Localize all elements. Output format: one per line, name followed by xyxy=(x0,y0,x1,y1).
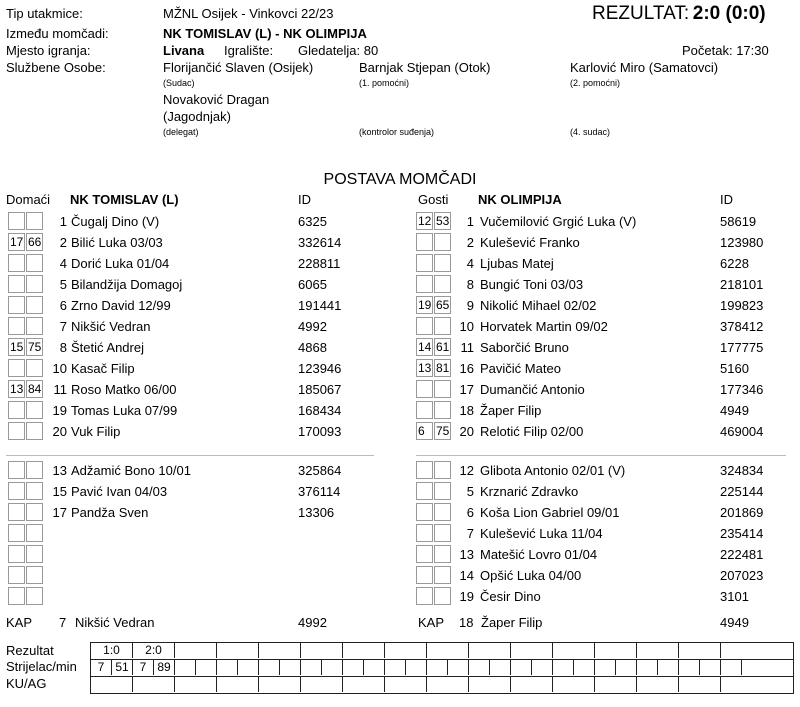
player-name: Horvatek Martin 09/02 xyxy=(480,319,608,334)
player-name: Ljubas Matej xyxy=(480,256,554,271)
official-role: (delegat) xyxy=(163,127,199,137)
player-id: 469004 xyxy=(720,424,764,439)
player-number: 7 xyxy=(59,319,67,334)
sub-in-number-cell xyxy=(8,254,25,272)
scorer-number-cell: 7 xyxy=(133,660,154,675)
score-cell xyxy=(721,643,763,658)
player-id: 5160 xyxy=(720,361,749,376)
player-number: 5 xyxy=(466,484,474,499)
sub-in-number-cell: 15 xyxy=(10,340,24,354)
score-cell xyxy=(511,643,553,658)
sub-in-number-cell xyxy=(8,317,25,335)
player-name: Kasač Filip xyxy=(71,361,135,376)
player-name: Opšić Luka 04/00 xyxy=(480,568,582,583)
mjesto-label: Mjesto igranja: xyxy=(6,43,91,58)
player-number: 15 xyxy=(52,484,67,499)
player-name: Pandža Sven xyxy=(71,505,149,520)
kuag-cell xyxy=(469,677,511,692)
kuag-cell xyxy=(679,677,721,692)
player-number: 17 xyxy=(459,382,474,397)
player-id: 177775 xyxy=(720,340,764,355)
player-id: 123946 xyxy=(298,361,342,376)
player-name: Bungić Toni 03/03 xyxy=(480,277,584,292)
sub-in-number-cell xyxy=(8,503,25,521)
sub-in-number-cell xyxy=(8,524,25,542)
scorer-minute-cell xyxy=(742,660,763,675)
player-name: Koša Lion Gabriel 09/01 xyxy=(480,505,620,520)
sub-in-number-cell xyxy=(416,233,433,251)
player-id: 58619 xyxy=(720,214,757,229)
player-number: 18 xyxy=(459,403,474,418)
kuag-cell xyxy=(595,677,637,692)
scorer-number-cell xyxy=(175,660,196,675)
scorer-minute-cell xyxy=(658,660,679,675)
sub-in-number-cell xyxy=(416,461,433,479)
scorer-number-cell xyxy=(511,660,532,675)
away-side-label: Gosti xyxy=(418,192,449,207)
sub-in-number-cell xyxy=(8,296,25,314)
divider xyxy=(6,455,374,456)
scorer-number-cell xyxy=(385,660,406,675)
divider xyxy=(416,455,786,456)
player-number: 20 xyxy=(52,424,67,439)
sub-minute-cell: 61 xyxy=(436,340,450,354)
kuag-cell xyxy=(385,677,427,692)
section-title: POSTAVA MOMČADI xyxy=(323,171,477,188)
player-name: Dumančić Antonio xyxy=(480,382,585,397)
result-label: REZULTAT: xyxy=(592,3,690,24)
player-id: 376114 xyxy=(298,484,341,499)
sub-minute-cell xyxy=(26,545,43,563)
official-name: Florijančić Slaven (Osijek) xyxy=(163,60,314,75)
score-cell: 1:0 xyxy=(91,643,133,658)
scorer-number-cell xyxy=(301,660,322,675)
scorer-minute-cell xyxy=(532,660,553,675)
scorer-number-cell xyxy=(427,660,448,675)
kickoff-time: Početak: 17:30 xyxy=(682,43,769,58)
player-number: 1 xyxy=(466,214,474,229)
official-role: (4. sudac) xyxy=(570,127,611,137)
player-name: Česir Dino xyxy=(480,589,541,604)
player-id: 235414 xyxy=(720,526,764,541)
score-cell xyxy=(175,643,217,658)
scorer-number-cell xyxy=(343,660,364,675)
player-id: 207023 xyxy=(720,568,764,583)
sub-in-number-cell xyxy=(8,482,25,500)
player-name: Vučemilović Grgić Luka (V) xyxy=(480,214,637,229)
home-side-label: Domaći xyxy=(6,192,51,207)
player-name: Čugalj Dino (V) xyxy=(71,214,160,229)
player-number: 2 xyxy=(466,235,474,250)
player-id: 6325 xyxy=(298,214,327,229)
tip-value: MŽNL Osijek - Vinkovci 22/23 xyxy=(163,6,334,21)
away-captain-id: 4949 xyxy=(720,615,749,630)
score-cell xyxy=(301,643,343,658)
scorer-number-cell xyxy=(637,660,658,675)
scorer-minute-cell xyxy=(364,660,385,675)
score-cell xyxy=(595,643,637,658)
player-number: 4 xyxy=(59,256,67,271)
scorer-number-cell xyxy=(553,660,574,675)
sub-in-number-cell xyxy=(416,254,433,272)
official-name: Barnjak Stjepan (Otok) xyxy=(359,60,491,75)
sub-in-number-cell xyxy=(8,587,25,605)
player-number: 11 xyxy=(460,340,474,355)
sub-in-number-cell xyxy=(8,359,25,377)
sub-in-number-cell xyxy=(8,461,25,479)
player-name: Nikolić Mihael 02/02 xyxy=(480,298,597,313)
scorer-minute-cell xyxy=(490,660,511,675)
scorer-minute-cell: 51 xyxy=(112,660,133,675)
away-team-name: NK OLIMPIJA xyxy=(478,192,562,207)
scorer-minute-cell xyxy=(700,660,721,675)
sub-in-number-cell xyxy=(8,275,25,293)
player-id: 177346 xyxy=(720,382,764,397)
sub-in-number-cell xyxy=(416,587,433,605)
sub-minute-cell xyxy=(26,566,43,584)
player-id: 201869 xyxy=(720,505,764,520)
player-id: 199823 xyxy=(720,298,764,313)
player-number: 6 xyxy=(466,505,474,520)
player-id: 324834 xyxy=(720,463,764,478)
away-id-header: ID xyxy=(720,192,733,207)
kuag-cell xyxy=(343,677,385,692)
kuag-cell xyxy=(217,677,259,692)
score-cell xyxy=(343,643,385,658)
official-name: Novaković Dragan xyxy=(163,92,270,107)
player-number: 12 xyxy=(459,463,474,478)
sub-minute-cell: 65 xyxy=(436,298,450,312)
player-name: Pavić Ivan 04/03 xyxy=(71,484,168,499)
player-name: Matešić Lovro 01/04 xyxy=(480,547,598,562)
player-id: 6228 xyxy=(720,256,749,271)
scorer-minute-cell xyxy=(406,660,427,675)
player-id: 3101 xyxy=(720,589,749,604)
sub-in-number-cell xyxy=(416,566,433,584)
kuag-cell xyxy=(427,677,469,692)
match-teams: NK TOMISLAV (L) - NK OLIMPIJA xyxy=(163,26,367,41)
scorer-number-cell: 7 xyxy=(91,660,112,675)
sub-minute-cell: 66 xyxy=(28,235,42,249)
scorer-minute-cell xyxy=(574,660,595,675)
score-cell xyxy=(259,643,301,658)
score-cell xyxy=(469,643,511,658)
result-block xyxy=(592,3,766,25)
sub-minute-cell: 53 xyxy=(436,214,450,228)
sub-in-number-cell xyxy=(416,545,433,563)
sub-in-number-cell: 12 xyxy=(418,214,432,228)
sub-minute-cell: 84 xyxy=(28,382,42,396)
player-name: Nikšić Vedran xyxy=(71,319,151,334)
tip-label: Tip utakmice: xyxy=(6,6,83,21)
score-cell xyxy=(217,643,259,658)
player-id: 225144 xyxy=(720,484,764,499)
player-name: Saborčić Bruno xyxy=(480,340,569,355)
player-name: Zrno David 12/99 xyxy=(71,298,171,313)
home-captain-name: Nikšić Vedran xyxy=(75,615,155,630)
sub-in-number-cell xyxy=(416,401,433,419)
player-number: 8 xyxy=(59,340,67,355)
scorer-number-cell xyxy=(679,660,700,675)
player-name: Kulešević Franko xyxy=(480,235,580,250)
player-number: 19 xyxy=(52,403,67,418)
player-number: 11 xyxy=(53,382,67,397)
home-captain-label: KAP xyxy=(6,615,33,630)
sub-in-number-cell xyxy=(8,566,25,584)
score-cell xyxy=(553,643,595,658)
player-id: 4868 xyxy=(298,340,327,355)
player-id: 185067 xyxy=(298,382,342,397)
scorer-minute-cell xyxy=(280,660,301,675)
player-number: 6 xyxy=(59,298,67,313)
sub-in-number-cell xyxy=(416,524,433,542)
player-number: 4 xyxy=(466,256,474,271)
away-captain-name: Žaper Filip xyxy=(481,615,543,630)
player-name: Vuk Filip xyxy=(71,424,121,439)
score-cell: 2:0 xyxy=(133,643,175,658)
player-name: Žaper Filip xyxy=(480,403,542,418)
sub-in-number-cell xyxy=(416,503,433,521)
player-name: Bilić Luka 03/03 xyxy=(71,235,163,250)
player-name: Relotić Filip 02/00 xyxy=(480,424,584,439)
igraliste-label: Igralište: xyxy=(224,43,274,58)
sub-in-number-cell: 13 xyxy=(418,361,432,375)
scorer-minute-cell xyxy=(448,660,469,675)
sub-in-number-cell xyxy=(416,380,433,398)
scorer-minute-cell xyxy=(322,660,343,675)
player-id: 6065 xyxy=(298,277,327,292)
kuag-cell xyxy=(511,677,553,692)
izmedu-label: Između momčadi: xyxy=(6,26,109,41)
score-row-label: Rezultat xyxy=(6,643,54,658)
player-id: 170093 xyxy=(298,424,342,439)
player-id: 4949 xyxy=(720,403,749,418)
official-name-line2: (Jagodnjak) xyxy=(163,109,231,124)
result-value: 2:0 (0:0) xyxy=(692,3,766,24)
sub-in-number-cell: 17 xyxy=(10,235,24,249)
sub-in-number-cell xyxy=(8,422,25,440)
player-id: 325864 xyxy=(298,463,342,478)
player-number: 13 xyxy=(52,463,67,478)
player-name: Štetić Andrej xyxy=(71,340,144,355)
player-id: 222481 xyxy=(720,547,764,562)
kuag-cell xyxy=(301,677,343,692)
score-cell xyxy=(637,643,679,658)
kuag-row-label: KU/AG xyxy=(6,676,47,691)
player-name: Bilandžija Domagoj xyxy=(71,277,183,292)
scorer-number-cell xyxy=(721,660,742,675)
official-role: (Sudac) xyxy=(163,78,195,88)
score-table xyxy=(90,642,794,694)
kuag-cell xyxy=(553,677,595,692)
player-name: Kulešević Luka 11/04 xyxy=(480,526,603,541)
player-id: 13306 xyxy=(298,505,335,520)
spectators: Gledatelja: 80 xyxy=(298,43,379,58)
scorer-minute-cell xyxy=(616,660,637,675)
sub-in-number-cell xyxy=(416,482,433,500)
player-number: 8 xyxy=(466,277,474,292)
sub-in-number-cell: 6 xyxy=(416,422,433,440)
player-id: 218101 xyxy=(720,277,764,292)
home-id-header: ID xyxy=(298,192,311,207)
player-number: 20 xyxy=(459,424,474,439)
sub-in-number-cell xyxy=(8,545,25,563)
sub-in-number-cell xyxy=(8,212,25,230)
sub-minute-cell: 75 xyxy=(28,340,42,354)
venue: Livana xyxy=(163,43,205,58)
player-name: Krznarić Zdravko xyxy=(480,484,579,499)
player-number: 13 xyxy=(459,547,474,562)
home-team-name: NK TOMISLAV (L) xyxy=(70,192,179,207)
player-number: 16 xyxy=(459,361,474,376)
scorer-number-cell xyxy=(217,660,238,675)
home-captain-number: 7 xyxy=(59,615,67,630)
sub-minute-cell xyxy=(26,524,43,542)
player-number: 7 xyxy=(466,526,474,541)
scorer-number-cell xyxy=(259,660,280,675)
player-name: Adžamić Bono 10/01 xyxy=(71,463,191,478)
player-name: Roso Matko 06/00 xyxy=(71,382,177,397)
sub-in-number-cell xyxy=(416,317,433,335)
player-id: 191441 xyxy=(298,298,342,313)
kuag-cell xyxy=(721,677,763,692)
player-number: 17 xyxy=(52,505,67,520)
player-name: Pavičić Mateo xyxy=(480,361,561,376)
player-id: 332614 xyxy=(298,235,342,250)
kuag-cell xyxy=(637,677,679,692)
officials-label: Službene Osobe: xyxy=(6,60,106,75)
player-number: 5 xyxy=(59,277,67,292)
player-id: 4992 xyxy=(298,319,327,334)
player-id: 123980 xyxy=(720,235,764,250)
sub-in-number-cell: 13 xyxy=(10,382,24,396)
home-captain-id: 4992 xyxy=(298,615,327,630)
score-cell xyxy=(679,643,721,658)
away-captain-label: KAP xyxy=(418,615,445,630)
sub-minute-cell: 81 xyxy=(436,361,450,375)
kuag-cell xyxy=(91,677,133,692)
sub-in-number-cell: 14 xyxy=(418,340,432,354)
player-id: 228811 xyxy=(298,256,341,271)
player-number: 14 xyxy=(459,568,474,583)
sub-minute-cell: 75 xyxy=(436,424,450,438)
scorer-number-cell xyxy=(469,660,490,675)
kuag-cell xyxy=(133,677,175,692)
sub-in-number-cell xyxy=(416,275,433,293)
kuag-cell xyxy=(175,677,217,692)
player-id: 168434 xyxy=(298,403,342,418)
player-number: 1 xyxy=(59,214,67,229)
kuag-cell xyxy=(259,677,301,692)
away-captain-number: 18 xyxy=(459,615,474,630)
player-name: Dorić Luka 01/04 xyxy=(71,256,170,271)
official-name: Karlović Miro (Samatovci) xyxy=(570,60,719,75)
official-role: (2. pomoćni) xyxy=(570,78,621,88)
scorer-minute-cell xyxy=(196,660,217,675)
player-number: 19 xyxy=(459,589,474,604)
official-role: (kontrolor suđenja) xyxy=(359,127,435,137)
score-cell xyxy=(427,643,469,658)
player-id: 378412 xyxy=(720,319,764,334)
scorer-number-cell xyxy=(595,660,616,675)
scorer-row-label: Strijelac/min xyxy=(6,659,77,674)
score-cell xyxy=(385,643,427,658)
player-name: Glibota Antonio 02/01 (V) xyxy=(480,463,626,478)
player-number: 9 xyxy=(466,298,474,313)
player-name: Tomas Luka 07/99 xyxy=(71,403,178,418)
sub-in-number-cell: 19 xyxy=(418,298,432,312)
official-role: (1. pomoćni) xyxy=(359,78,410,88)
scorer-minute-cell xyxy=(238,660,259,675)
scorer-minute-cell: 89 xyxy=(154,660,175,675)
sub-minute-cell xyxy=(26,587,43,605)
player-number: 2 xyxy=(59,235,67,250)
player-number: 10 xyxy=(52,361,67,376)
sub-in-number-cell xyxy=(8,401,25,419)
player-number: 10 xyxy=(459,319,474,334)
